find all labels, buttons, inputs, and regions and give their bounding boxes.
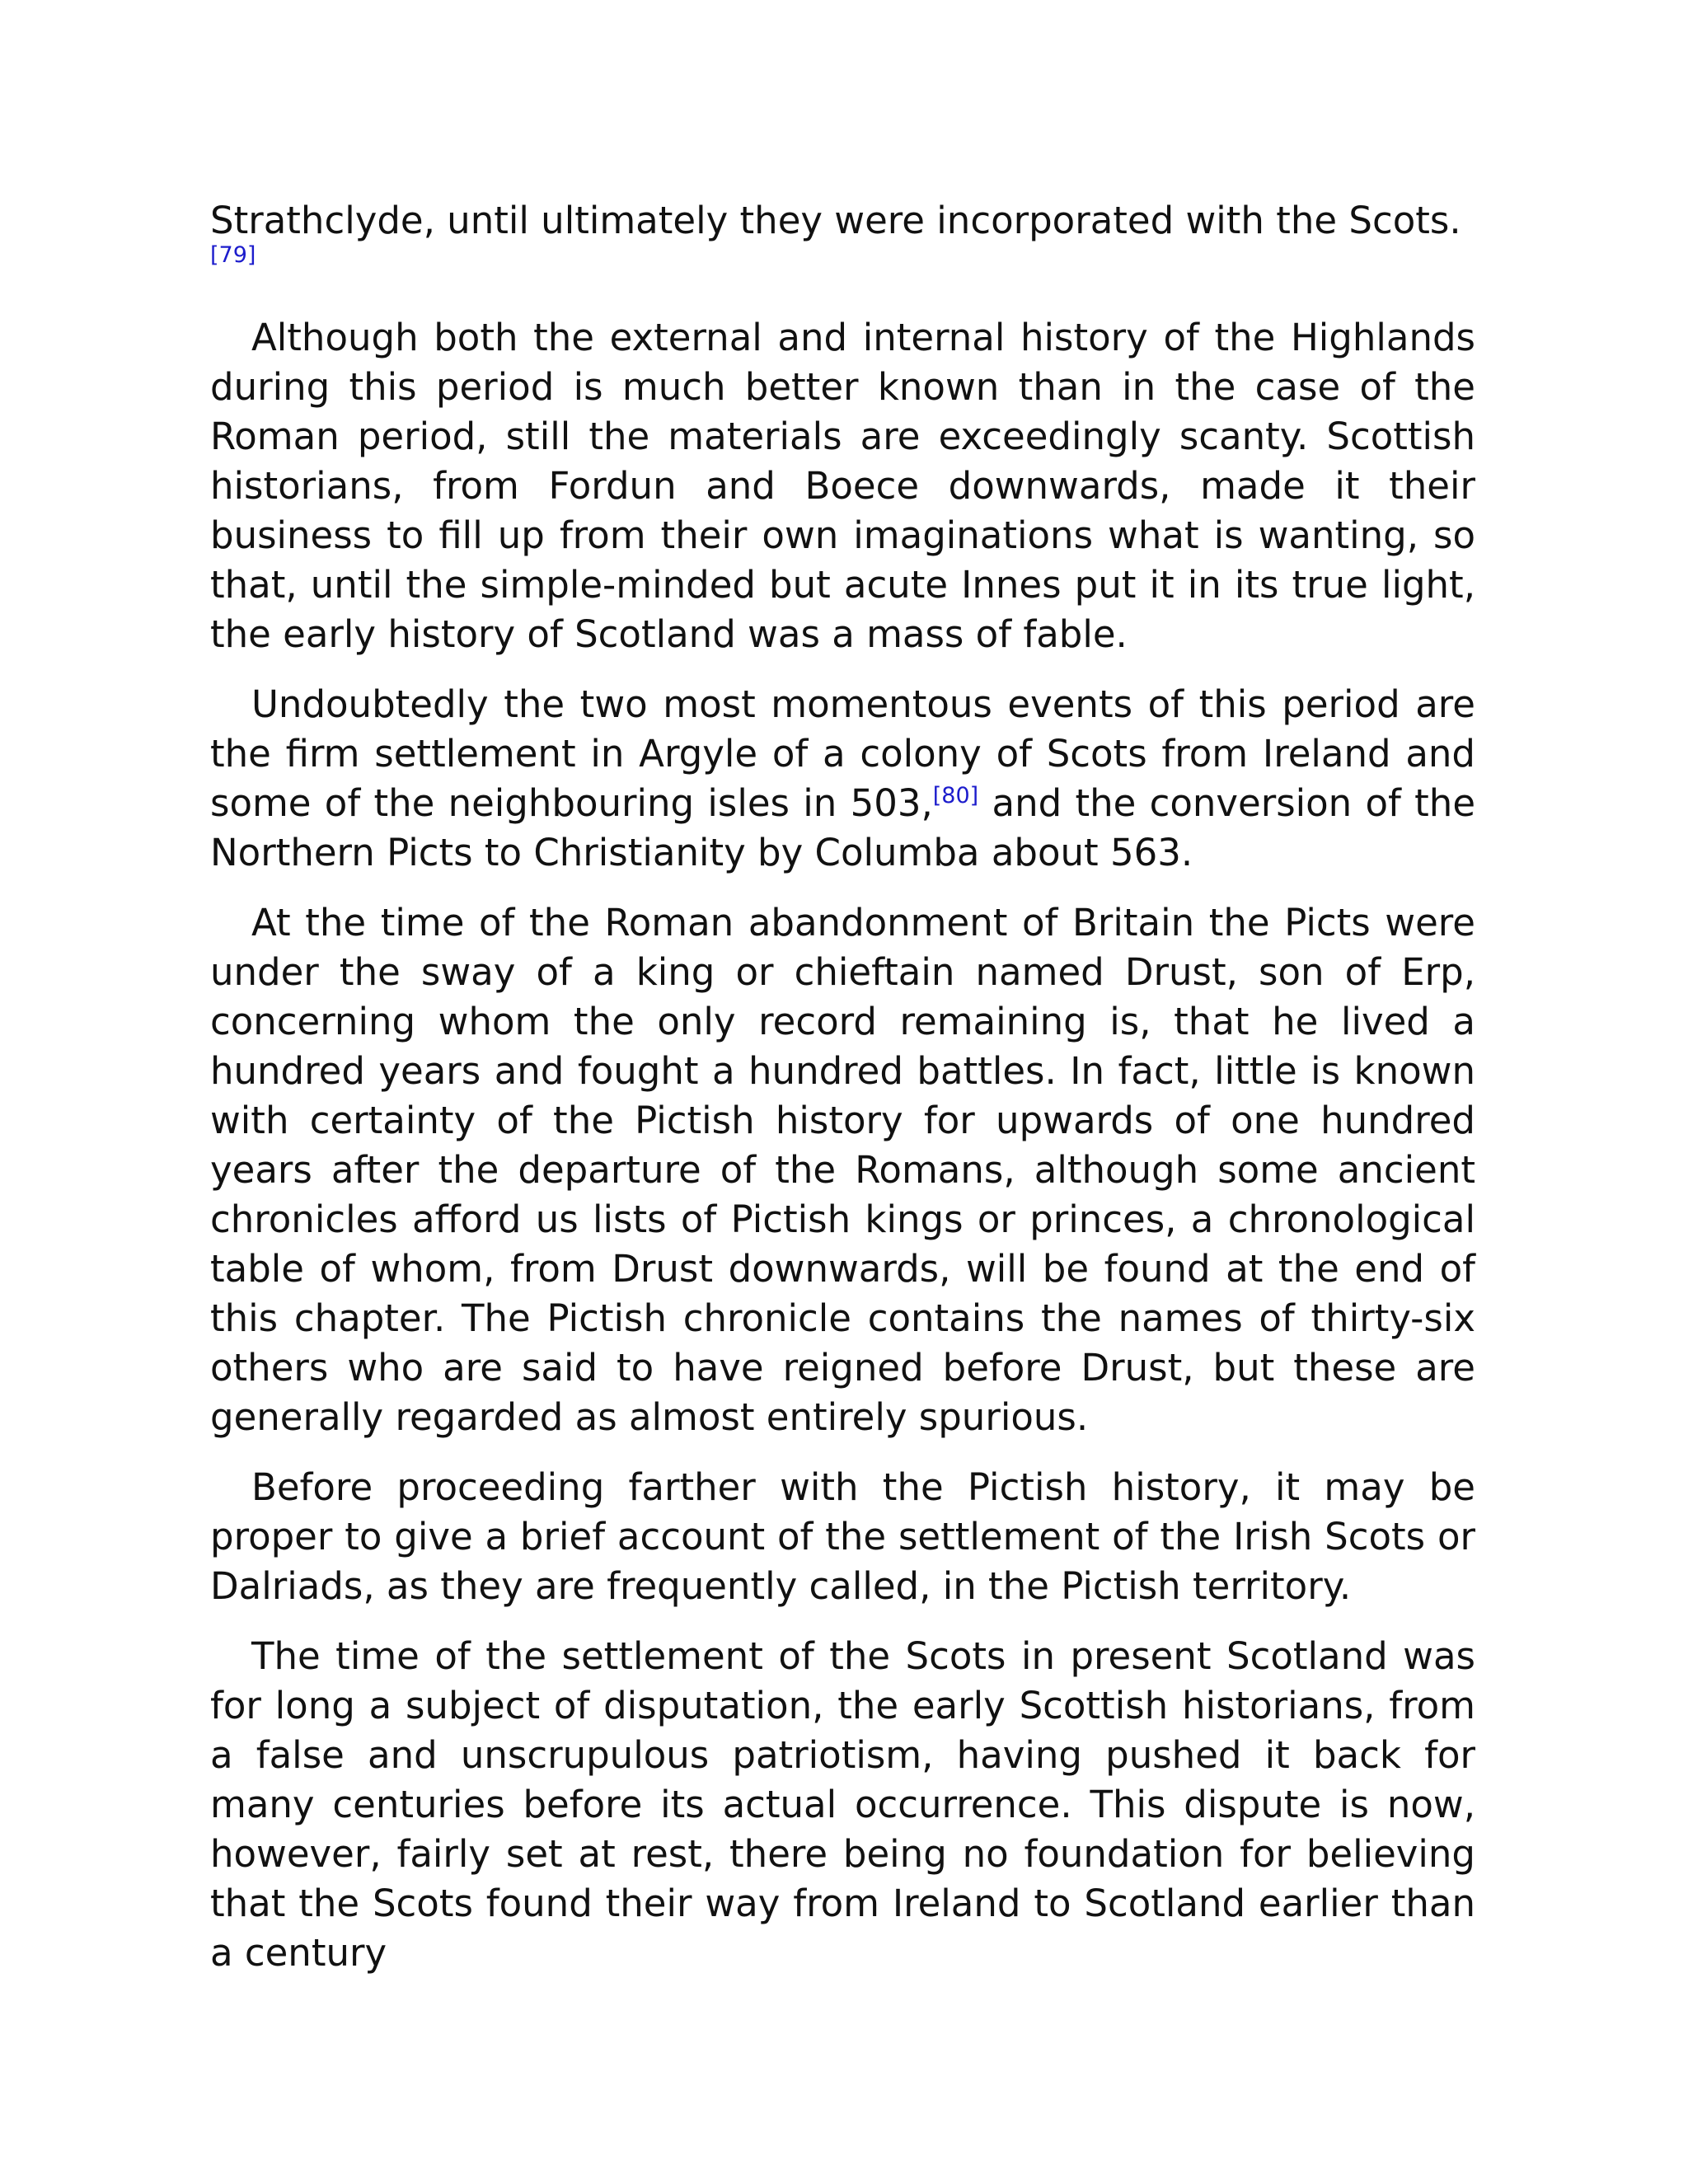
footnote-link-79[interactable]: [79] — [210, 242, 256, 268]
paragraph-text: At the time of the Roman abandonment of Britain the Picts were under the sway of a king or chieftain named Drust, son of Erp, concerning whom the only record remaining is, that he lived a hundred years and fought a hundred battles. In fact, little is known with certainty of the Pictish history for upwards of one hundred years after the departure of the Romans, although some ancient chronicles afford us lists of Pictish kings or princes, a chronological table of whom, from Drust downwards, will be found at the end of this chapter. The Pictish chronicle contains the names of thirty-six others who are said to have reigned before Drust, but these are generally regarded as almost entirely spurious. — [210, 901, 1475, 1439]
footnote-link-80[interactable]: [80] — [932, 783, 979, 808]
paragraph-before-proceeding — [210, 1463, 1475, 1611]
paragraph-text: The time of the settlement of the Scots in present Scotland was for long a subject of disputation, the early Scottish historians, from a false and unscrupulous patriotism, having pushed it back for many centuries before its actual occurrence. This dispute is now, however, fairly set at rest, there being no foundation for believing that the Scots found their way from Ireland to Scotland earlier than a century — [210, 1634, 1475, 1975]
paragraph-text: Before proceeding farther with the Pictish history, it may be proper to give a brief account of the settlement of the Irish Scots or Dalriads, as they are frequently called, in the Pictish territory. — [210, 1465, 1475, 1608]
paragraph-text: Although both the external and internal history of the Highlands during this period is much better known than in the case of the Roman period, still the materials are exceedingly scanty. Scottish historians, from Fordun and Boece downwards, made it their business to fill up from their own imaginations what is wanting, so that, until the simple-minded but acute Innes put it in its true light, the early history of Scotland was a mass of fable. — [210, 316, 1475, 656]
paragraph-strathclyde — [210, 196, 1475, 246]
paragraph-highlands-history — [210, 313, 1475, 659]
paragraph-settlement-time — [210, 1632, 1475, 1978]
paragraph-text-after: and the conversion of the Northern Picts to Christianity by Columba about 563. — [210, 781, 1475, 874]
paragraph-text: Strathclyde, until ultimately they were incorporated with the Scots. — [210, 199, 1461, 242]
book-page — [210, 196, 1475, 1999]
paragraph-momentous-events — [210, 680, 1475, 878]
paragraph-roman-abandonment — [210, 898, 1475, 1442]
paragraph-text-before: Undoubtedly the two most momentous events of this period are the firm settlement in Argyle of a colony of Scots from Ireland and some of the neighbouring isles in 503, — [210, 682, 1475, 825]
